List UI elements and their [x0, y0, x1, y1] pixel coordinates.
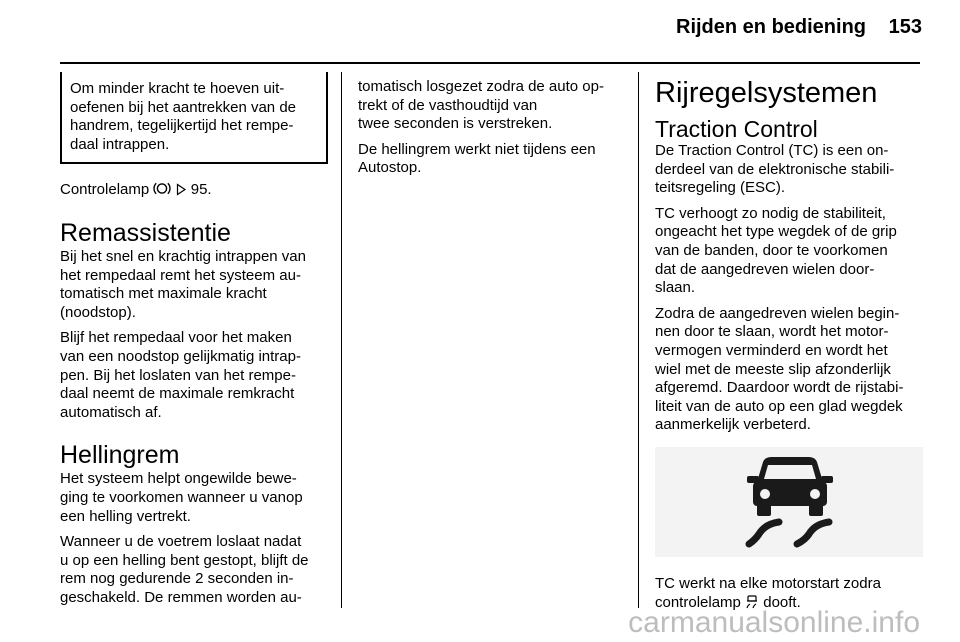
notice-box: [60, 72, 328, 164]
column-2: [358, 78, 624, 185]
brake-warning-lamp-icon: [153, 181, 171, 196]
page-reference-arrow-icon: [176, 183, 187, 196]
page-number: 153: [888, 16, 922, 38]
skidding-car-icon: [735, 452, 845, 552]
column-divider-2: [638, 72, 639, 608]
control-lamp-reference: Controlelamp 95.: [60, 181, 212, 199]
header-title: Rijden en bediening: [676, 16, 867, 38]
header-rule: [60, 62, 920, 64]
tc-paragraph-4: TC werkt na elke motorstart zodra controlelamp dooft.: [655, 574, 881, 611]
hellingrem-paragraph-2-continued: tomatisch losgezet zodra de auto op- trekt of de vasthoudtijd van twee seconden is verstreken.: [358, 78, 604, 133]
remassistentie-paragraph-2: Blijf het rempedaal voor het maken van een noodstop gelijkmatig intrap- pen. Bij het loslaten van het rempe- daal neemt de maximale remkracht automatisch af.: [60, 329, 301, 421]
heading-hellingrem: Hellingrem: [60, 441, 180, 470]
tc-paragraph-2: TC verhoogt zo nodig de stabiliteit, ongeacht het type wegdek of de grip van de banden, door te voorkomen dat de aangedreven wielen door- slaan.: [655, 204, 897, 297]
heading-rijregelsystemen: Rijregelsystemen: [655, 77, 878, 109]
tc-paragraph-1: De Traction Control (TC) is een on- derdeel van de elektronische stabili- teitsregeling (ESC).: [655, 142, 895, 197]
hellingrem-paragraph-1: Het systeem helpt ongewilde bewe- ging te voorkomen wanneer u vanop een helling vertrekt.: [60, 470, 303, 525]
column-divider-1: [341, 72, 342, 608]
column-1: [60, 72, 325, 614]
hellingrem-paragraph-3: De hellingrem werkt niet tijdens een Autostop.: [358, 140, 596, 177]
heading-remassistentie: Remassistentie: [60, 218, 231, 247]
notice-text: Om minder kracht te hoeven uit- oefenen bij het aantrekken van de handrem, tegelijkertijd het rempe- daal intrappen.: [70, 80, 297, 153]
remassistentie-paragraph-1: Bij het snel en krachtig intrappen van het rempedaal remt het systeem au- tomatisch met maximale kracht (noodstop).: [60, 247, 306, 321]
tc-paragraph-3: Zodra de aangedreven wielen begin- nen door te slaan, wordt het motor- vermogen verminderd en wordt het wiel met de meeste slip afzonderlijk afgeremd. Daardoor wordt de rijstabi- liteit van de auto op een glad wegdek aanmerkelijk verbeterd.: [655, 304, 904, 434]
heading-traction-control: Traction Control: [655, 116, 818, 142]
traction-control-illustration: [655, 447, 923, 557]
column-3: [655, 76, 923, 619]
footer-watermark: carmanualsonline.info: [628, 606, 920, 639]
hellingrem-paragraph-2: Wanneer u de voetrem loslaat nadat u op een helling bent gestopt, blijft de rem nog gedurende 2 seconden in- geschakeld. De remmen worden au-: [60, 533, 309, 606]
